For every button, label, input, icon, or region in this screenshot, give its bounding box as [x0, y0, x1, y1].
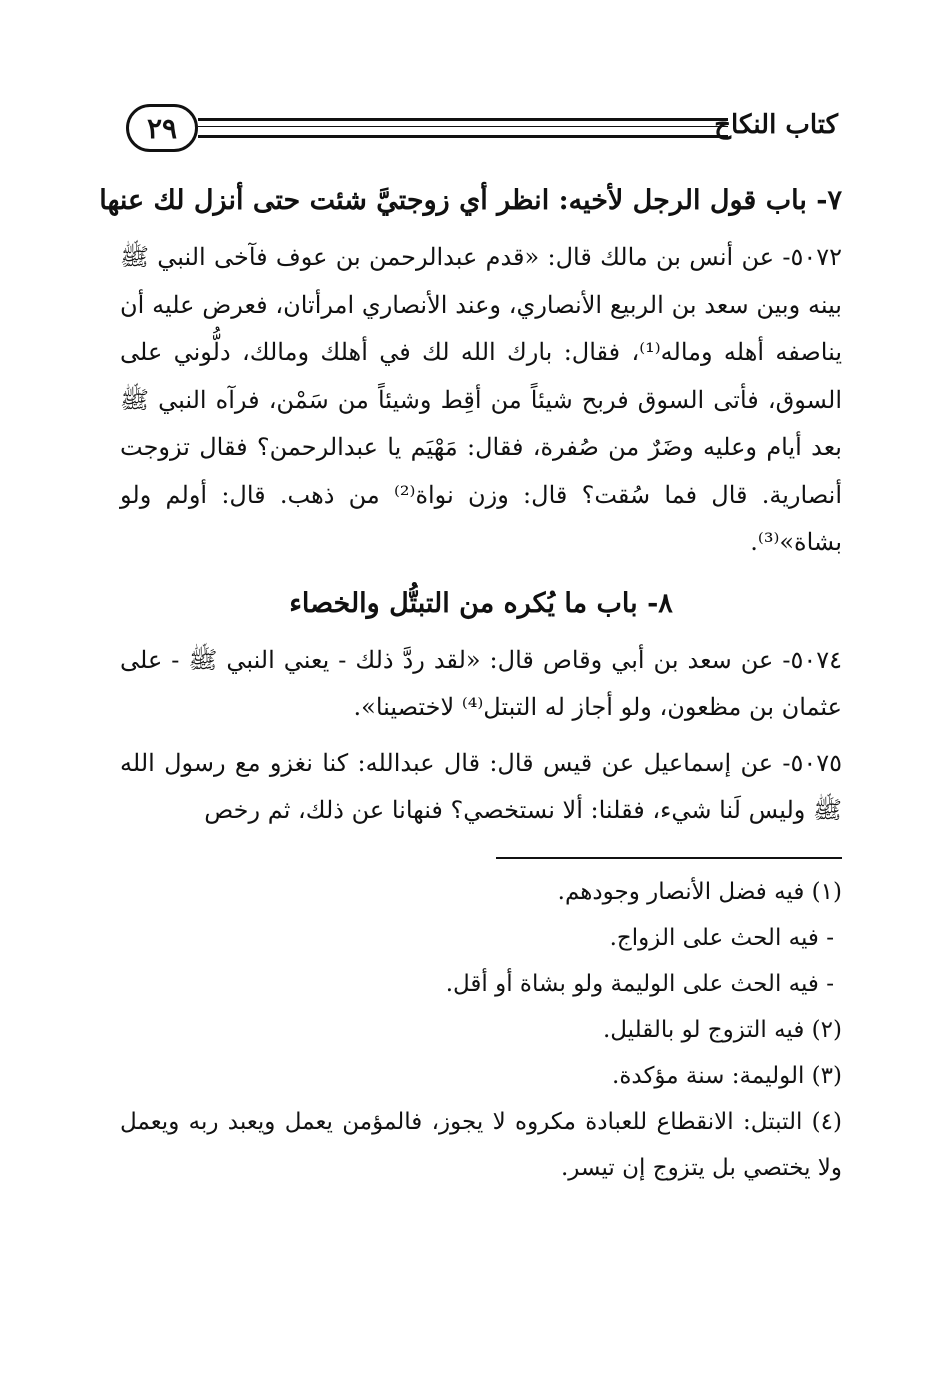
footnote-3: (٣) الوليمة: سنة مؤكدة. [612, 1062, 842, 1089]
chapter-heading-7: ٧- باب قول الرجل لأخيه: انظر أي زوجتيَّ شئت حتى أنزل لك عنها [99, 185, 842, 216]
footnote-2: (٢) فيه التزوج لو بالقليل. [602, 1016, 842, 1043]
hadith-5072: ٥٠٧٢- عن أنس بن مالك قال: «قدم عبدالرحمن بن عوف فآخى النبي ﷺ بينه وبين سعد بن الربيع الأنصاري، وعند الأنصاري امرأتان، فعرض عليه أن يناصفه أهله وماله⁽¹⁾، فقال: بارك الله لك في أهلك ومالك، دلُّوني على السوق، فأتى السوق فربح شيئاً من أقِط وشيئاً من سَمْن، فرآه النبي ﷺ بعد أيام وعليه وضَرٌ من صُفرة، فقال: مَهْيَم يا عبدالرحمن؟ فقال تزوجت أنصارية. قال فما سُقت؟ قال: وزن نواة⁽²⁾ من ذهب. قال: أولم ولو بشاة»⁽³⁾. [120, 243, 842, 556]
page-content [99, 178, 843, 1191]
footnote-4: (٤) التبتل: الانقطاع للعبادة مكروه لا يجوز، فالمؤمن يعمل ويعبد ربه ويعمل ولا يختصي بل يتزوج إن تيسر. [120, 1108, 842, 1181]
running-title: كتاب النكاح [714, 110, 838, 140]
footnote-divider [496, 857, 842, 859]
footnotes [120, 869, 842, 1191]
hadith-5075: ٥٠٧٥- عن إسماعيل عن قيس قال: قال عبدالله: كنا نغزو مع رسول الله ﷺ وليس لَنا شيء، فقلنا: ألا نستخصي؟ فنهانا عن ذلك، ثم رخص [120, 748, 842, 824]
header-divider [198, 118, 728, 138]
hadith-5074: ٥٠٧٤- عن سعد بن أبي وقاص قال: «لقد ردَّ ذلك - يعني النبي ﷺ - على عثمان بن مظعون، ولو أجاز له التبتل⁽⁴⁾ لاختصينا». [120, 645, 843, 721]
footnote-1: (١) فيه فضل الأنصار وجودهم. [557, 878, 842, 905]
page-number: ٢٩ [126, 104, 198, 152]
footnote-1-point-b: - فيه الحث على الوليمة ولو بشاة أو أقل. [445, 970, 834, 997]
page-header [126, 104, 838, 154]
footnote-1-point-a: - فيه الحث على الزواج. [609, 924, 834, 951]
chapter-heading-8: ٨- باب ما يُكره من التبتُّل والخصاء [289, 587, 673, 619]
